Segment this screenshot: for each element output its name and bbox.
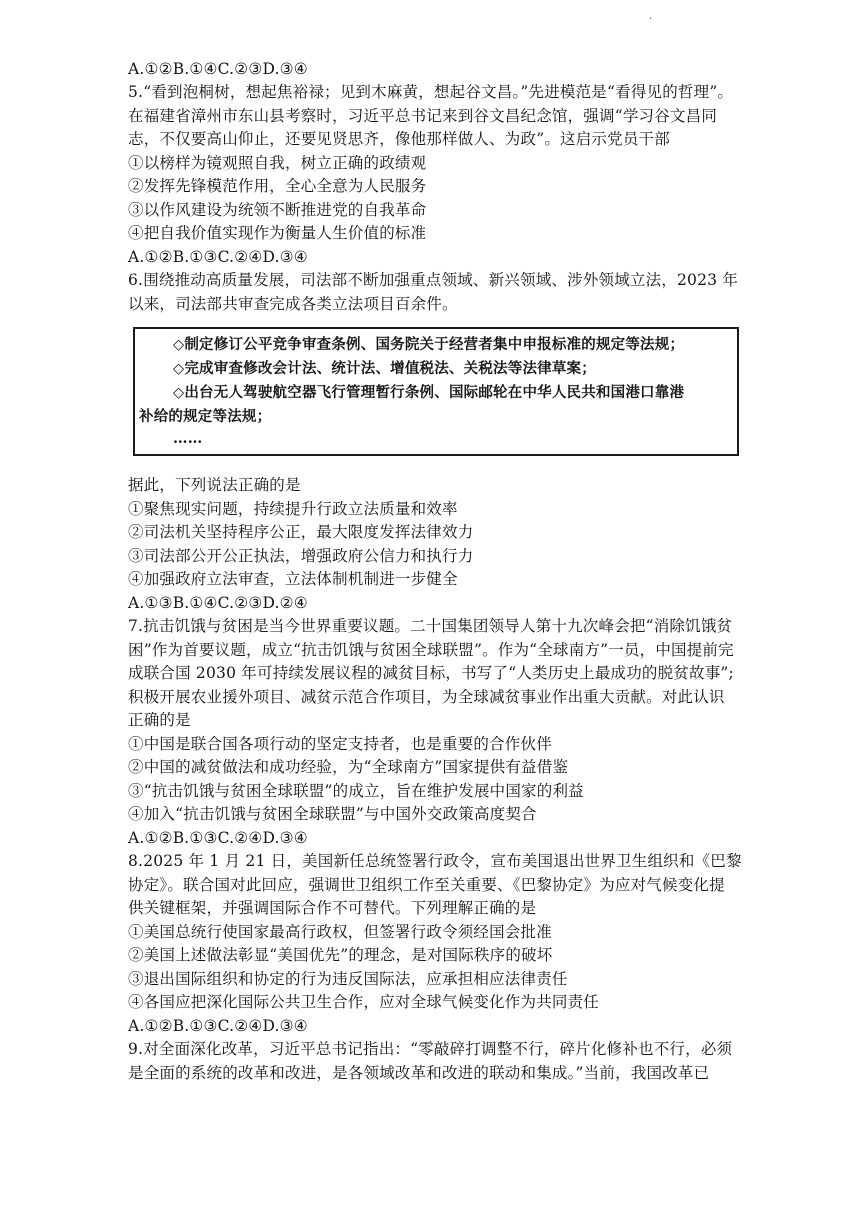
q8-item-3: ③退出国际组织和协定的行为违反国际法，应承担相应法律责任 — [128, 970, 568, 988]
q6-box-line: 补给的规定等法规； — [139, 408, 272, 425]
q7-item-3: ③“抗击饥饿与贫困全球联盟”的成立，旨在维护发展中国家的利益 — [128, 782, 584, 800]
q6-question: 据此，下列说法正确的是 — [128, 476, 301, 494]
q8-stem-line: 供关键框架，并强调国际合作不可替代。下列理解正确的是 — [128, 899, 537, 917]
q9-stem-line: 是全面的系统的改革和改进，是各领域改革和改进的联动和集成。”当前，我国改革已 — [128, 1064, 710, 1082]
q6-item-3: ③司法部公开公正执法，增强政府公信力和执行力 — [128, 547, 474, 565]
q6-options: A.①③B.①④C.②③D.②④ — [128, 594, 308, 612]
q6-box-line: ◇出台无人驾驶航空器飞行管理暂行条例、国际邮轮在中华人民共和国港口靠港 — [173, 384, 685, 401]
q5-stem-line: 志，不仅要高山仰止，还要见贤思齐，像他那样做人、为政”。这启示党员干部 — [128, 130, 670, 148]
q8-stem-line: 8.2025 年 1 月 21 日，美国新任总统签署行政令，宣布美国退出世界卫生组织和《巴黎 — [128, 852, 742, 870]
q7-stem-line: 积极开展农业援外项目、减贫示范合作项目，为全球减贫事业作出重大贡献。对此认识 — [128, 688, 725, 706]
q5-stem-line: 在福建省漳州市东山县考察时，习近平总书记来到谷文昌纪念馆，强调“学习谷文昌同 — [128, 107, 718, 125]
q7-options: A.①②B.①③C.②④D.③④ — [128, 829, 308, 847]
q7-item-4: ④加入“抗击饥饿与贫困全球联盟”与中国外交政策高度契合 — [128, 805, 537, 823]
q6-box-line: ◇制定修订公平竞争审查条例、国务院关于经营者集中申报标准的规定等法规； — [173, 336, 685, 353]
q4-options: A.①②B.①④C.②③D.③④ — [128, 60, 308, 78]
q5-item-3: ③以作风建设为统领不断推进党的自我革命 — [128, 201, 427, 219]
q8-item-4: ④各国应把深化国际公共卫生合作，应对全球气候变化作为共同责任 — [128, 993, 600, 1011]
q9-stem-line: 9.对全面深化改革，习近平总书记指出：“零敲碎打调整不行，碎片化修补也不行，必须 — [128, 1040, 733, 1058]
q6-material-box — [133, 327, 739, 456]
q5-item-4: ④把自我价值实现作为衡量人生价值的标准 — [128, 224, 427, 242]
q7-item-2: ②中国的减贫做法和成功经验，为“全球南方”国家提供有益借鉴 — [128, 758, 569, 776]
q8-options: A.①②B.①③C.②④D.③④ — [128, 1017, 308, 1035]
q8-item-1: ①美国总统行使国家最高行政权，但签署行政令须经国会批准 — [128, 923, 552, 941]
q6-stem-line: 以来，司法部共审查完成各类立法项目百余件。 — [128, 295, 458, 313]
q6-stem-line: 6.围绕推动高质量发展，司法部不断加强重点领域、新兴领域、涉外领域立法，2023 年 — [128, 271, 739, 289]
q7-stem-line: 正确的是 — [128, 711, 191, 729]
q6-item-4: ④加强政府立法审查，立法体制机制进一步健全 — [128, 570, 458, 588]
q5-item-1: ①以榜样为镜观照自我，树立正确的政绩观 — [128, 154, 427, 172]
q6-item-2: ②司法机关坚持程序公正，最大限度发挥法律效力 — [128, 523, 474, 541]
q6-item-1: ①聚焦现实问题，持续提升行政立法质量和效率 — [128, 500, 458, 518]
q7-stem-line: 7.抗击饥饿与贫困是当今世界重要议题。二十国集团领导人第十九次峰会把“消除饥饿贫 — [128, 617, 733, 635]
q8-stem-line: 协定》。联合国对此回应，强调世卫组织工作至关重要、《巴黎协定》为应对气候变化提 — [128, 876, 725, 894]
q7-item-1: ①中国是联合国各项行动的坚定支持者，也是重要的合作伙伴 — [128, 735, 552, 753]
q5-options: A.①②B.①③C.②④D.③④ — [128, 248, 308, 266]
q7-stem-line: 困”作为首要议题，成立“抗击饥饿与贫困全球联盟”。作为“全球南方”一员，中国提前完 — [128, 641, 734, 659]
q5-item-2: ②发挥先锋模范作用，全心全意为人民服务 — [128, 177, 427, 195]
q5-stem-line: 5.“看到泡桐树，想起焦裕禄；见到木麻黄，想起谷文昌。”先进模范是“看得见的哲理”。 — [128, 83, 734, 101]
q7-stem-line: 成联合国 2030 年可持续发展议程的减贫目标，书写了“人类历史上最成功的脱贫故事”; — [128, 664, 734, 682]
q6-box-line: ◇完成审查修改会计法、统计法、增值税法、关税法等法律草案； — [173, 360, 596, 377]
scan-dot: · — [649, 14, 653, 25]
q6-box-ellipsis: …… — [173, 430, 203, 447]
q8-item-2: ②美国上述做法彰显“美国优先”的理念，是对国际秩序的破坏 — [128, 946, 553, 964]
